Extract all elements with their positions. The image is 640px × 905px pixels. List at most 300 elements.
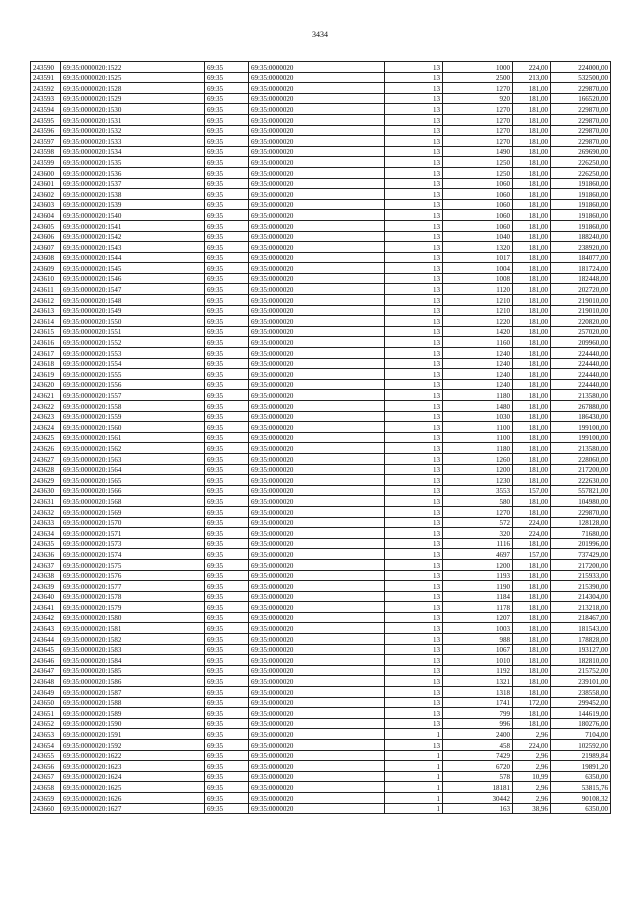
quarter-number-cell: 69:35:0000020 <box>249 729 385 740</box>
cadastral-number-cell: 69:35:0000020:1584 <box>61 655 205 666</box>
area-cell: 1184 <box>443 591 513 602</box>
specific-value-cell: 38,96 <box>513 803 551 814</box>
category-code-cell: 13 <box>385 697 443 708</box>
cadastral-number-cell: 69:35:0000020:1586 <box>61 676 205 687</box>
district-code-cell: 69:35 <box>205 612 249 623</box>
specific-value-cell: 181,00 <box>513 273 551 284</box>
table-row <box>31 379 611 390</box>
category-code-cell: 13 <box>385 634 443 645</box>
district-code-cell: 69:35 <box>205 316 249 327</box>
specific-value-cell: 181,00 <box>513 379 551 390</box>
cadastral-number-cell: 69:35:0000020:1541 <box>61 220 205 231</box>
district-code-cell: 69:35 <box>205 114 249 125</box>
district-code-cell: 69:35 <box>205 189 249 200</box>
area-cell: 1270 <box>443 136 513 147</box>
table-row <box>31 242 611 253</box>
specific-value-cell: 181,00 <box>513 104 551 115</box>
row-number-cell: 243631 <box>31 496 61 507</box>
category-code-cell: 13 <box>385 422 443 433</box>
specific-value-cell: 181,00 <box>513 443 551 454</box>
district-code-cell: 69:35 <box>205 401 249 412</box>
area-cell: 1180 <box>443 390 513 401</box>
area-cell: 1270 <box>443 83 513 94</box>
category-code-cell: 1 <box>385 771 443 782</box>
quarter-number-cell: 69:35:0000020 <box>249 549 385 560</box>
category-code-cell: 13 <box>385 178 443 189</box>
row-number-cell: 243655 <box>31 750 61 761</box>
cadastral-number-cell: 69:35:0000020:1537 <box>61 178 205 189</box>
cadastral-value-cell: 224000,00 <box>551 62 611 73</box>
specific-value-cell: 181,00 <box>513 316 551 327</box>
quarter-number-cell: 69:35:0000020 <box>249 295 385 306</box>
district-code-cell: 69:35 <box>205 676 249 687</box>
specific-value-cell: 181,00 <box>513 718 551 729</box>
area-cell: 1040 <box>443 231 513 242</box>
row-number-cell: 243634 <box>31 528 61 539</box>
table-row <box>31 358 611 369</box>
row-number-cell: 243619 <box>31 369 61 380</box>
specific-value-cell: 181,00 <box>513 263 551 274</box>
quarter-number-cell: 69:35:0000020 <box>249 316 385 327</box>
cadastral-number-cell: 69:35:0000020:1582 <box>61 634 205 645</box>
area-cell: 1250 <box>443 157 513 168</box>
quarter-number-cell: 69:35:0000020 <box>249 475 385 486</box>
cadastral-number-cell: 69:35:0000020:1562 <box>61 443 205 454</box>
quarter-number-cell: 69:35:0000020 <box>249 284 385 295</box>
cadastral-value-cell: 180276,00 <box>551 718 611 729</box>
specific-value-cell: 224,00 <box>513 517 551 528</box>
district-code-cell: 69:35 <box>205 771 249 782</box>
category-code-cell: 13 <box>385 199 443 210</box>
cadastral-number-cell: 69:35:0000020:1540 <box>61 210 205 221</box>
category-code-cell: 13 <box>385 62 443 73</box>
table-row <box>31 453 611 464</box>
table-row <box>31 443 611 454</box>
cadastral-value-cell: 191860,00 <box>551 220 611 231</box>
category-code-cell: 13 <box>385 708 443 719</box>
district-code-cell: 69:35 <box>205 761 249 772</box>
cadastral-number-cell: 69:35:0000020:1590 <box>61 718 205 729</box>
category-code-cell: 1 <box>385 750 443 761</box>
cadastral-value-cell: 213218,00 <box>551 602 611 613</box>
district-code-cell: 69:35 <box>205 602 249 613</box>
cadastral-value-cell: 217200,00 <box>551 464 611 475</box>
row-number-cell: 243630 <box>31 485 61 496</box>
quarter-number-cell: 69:35:0000020 <box>249 517 385 528</box>
row-number-cell: 243592 <box>31 83 61 94</box>
cadastral-value-cell: 229870,00 <box>551 104 611 115</box>
area-cell: 1230 <box>443 475 513 486</box>
area-cell: 1003 <box>443 623 513 634</box>
specific-value-cell: 181,00 <box>513 220 551 231</box>
specific-value-cell: 181,00 <box>513 623 551 634</box>
category-code-cell: 13 <box>385 718 443 729</box>
category-code-cell: 13 <box>385 326 443 337</box>
quarter-number-cell: 69:35:0000020 <box>249 538 385 549</box>
specific-value-cell: 181,00 <box>513 348 551 359</box>
table-row <box>31 475 611 486</box>
category-code-cell: 13 <box>385 125 443 136</box>
table-row <box>31 136 611 147</box>
table-row <box>31 740 611 751</box>
table-row <box>31 72 611 83</box>
cadastral-number-cell: 69:35:0000020:1565 <box>61 475 205 486</box>
district-code-cell: 69:35 <box>205 665 249 676</box>
area-cell: 163 <box>443 803 513 814</box>
cadastral-number-cell: 69:35:0000020:1559 <box>61 411 205 422</box>
district-code-cell: 69:35 <box>205 729 249 740</box>
row-number-cell: 243642 <box>31 612 61 623</box>
area-cell: 1260 <box>443 453 513 464</box>
area-cell: 1100 <box>443 432 513 443</box>
table-row <box>31 528 611 539</box>
specific-value-cell: 181,00 <box>513 295 551 306</box>
district-code-cell: 69:35 <box>205 740 249 751</box>
row-number-cell: 243620 <box>31 379 61 390</box>
table-row <box>31 167 611 178</box>
specific-value-cell: 181,00 <box>513 676 551 687</box>
specific-value-cell: 181,00 <box>513 591 551 602</box>
specific-value-cell: 2,96 <box>513 761 551 772</box>
row-number-cell: 243633 <box>31 517 61 528</box>
area-cell: 1480 <box>443 401 513 412</box>
category-code-cell: 13 <box>385 348 443 359</box>
cadastral-value-cell: 90108,32 <box>551 792 611 803</box>
cadastral-value-cell: 222630,00 <box>551 475 611 486</box>
district-code-cell: 69:35 <box>205 358 249 369</box>
category-code-cell: 13 <box>385 464 443 475</box>
specific-value-cell: 181,00 <box>513 644 551 655</box>
area-cell: 1250 <box>443 167 513 178</box>
district-code-cell: 69:35 <box>205 379 249 390</box>
cadastral-number-cell: 69:35:0000020:1591 <box>61 729 205 740</box>
row-number-cell: 243637 <box>31 559 61 570</box>
district-code-cell: 69:35 <box>205 634 249 645</box>
table-row <box>31 422 611 433</box>
category-code-cell: 1 <box>385 761 443 772</box>
cadastral-number-cell: 69:35:0000020:1554 <box>61 358 205 369</box>
area-cell: 30442 <box>443 792 513 803</box>
category-code-cell: 13 <box>385 252 443 263</box>
specific-value-cell: 181,00 <box>513 708 551 719</box>
specific-value-cell: 181,00 <box>513 83 551 94</box>
cadastral-value-cell: 104980,00 <box>551 496 611 507</box>
quarter-number-cell: 69:35:0000020 <box>249 401 385 412</box>
category-code-cell: 1 <box>385 792 443 803</box>
specific-value-cell: 181,00 <box>513 570 551 581</box>
district-code-cell: 69:35 <box>205 581 249 592</box>
quarter-number-cell: 69:35:0000020 <box>249 485 385 496</box>
row-number-cell: 243607 <box>31 242 61 253</box>
quarter-number-cell: 69:35:0000020 <box>249 623 385 634</box>
quarter-number-cell: 69:35:0000020 <box>249 337 385 348</box>
cadastral-value-cell: 213580,00 <box>551 390 611 401</box>
quarter-number-cell: 69:35:0000020 <box>249 570 385 581</box>
district-code-cell: 69:35 <box>205 199 249 210</box>
area-cell: 1067 <box>443 644 513 655</box>
district-code-cell: 69:35 <box>205 295 249 306</box>
table-row <box>31 570 611 581</box>
row-number-cell: 243638 <box>31 570 61 581</box>
cadastral-number-cell: 69:35:0000020:1587 <box>61 687 205 698</box>
row-number-cell: 243650 <box>31 697 61 708</box>
specific-value-cell: 181,00 <box>513 538 551 549</box>
cadastral-number-cell: 69:35:0000020:1546 <box>61 273 205 284</box>
cadastral-number-cell: 69:35:0000020:1560 <box>61 422 205 433</box>
cadastral-value-cell: 224440,00 <box>551 369 611 380</box>
district-code-cell: 69:35 <box>205 708 249 719</box>
category-code-cell: 13 <box>385 432 443 443</box>
cadastral-value-cell: 238558,00 <box>551 687 611 698</box>
row-number-cell: 243623 <box>31 411 61 422</box>
category-code-cell: 13 <box>385 411 443 422</box>
specific-value-cell: 213,00 <box>513 72 551 83</box>
quarter-number-cell: 69:35:0000020 <box>249 178 385 189</box>
category-code-cell: 13 <box>385 655 443 666</box>
cadastral-value-cell: 71680,00 <box>551 528 611 539</box>
specific-value-cell: 181,00 <box>513 189 551 200</box>
row-number-cell: 243643 <box>31 623 61 634</box>
district-code-cell: 69:35 <box>205 422 249 433</box>
cadastral-number-cell: 69:35:0000020:1557 <box>61 390 205 401</box>
row-number-cell: 243635 <box>31 538 61 549</box>
district-code-cell: 69:35 <box>205 559 249 570</box>
category-code-cell: 13 <box>385 167 443 178</box>
specific-value-cell: 181,00 <box>513 242 551 253</box>
district-code-cell: 69:35 <box>205 570 249 581</box>
table-row <box>31 676 611 687</box>
row-number-cell: 243622 <box>31 401 61 412</box>
specific-value-cell: 181,00 <box>513 305 551 316</box>
table-row <box>31 612 611 623</box>
row-number-cell: 243645 <box>31 644 61 655</box>
cadastral-value-cell: 193127,00 <box>551 644 611 655</box>
quarter-number-cell: 69:35:0000020 <box>249 358 385 369</box>
row-number-cell: 243597 <box>31 136 61 147</box>
district-code-cell: 69:35 <box>205 496 249 507</box>
cadastral-value-cell: 218467,00 <box>551 612 611 623</box>
quarter-number-cell: 69:35:0000020 <box>249 612 385 623</box>
cadastral-number-cell: 69:35:0000020:1549 <box>61 305 205 316</box>
quarter-number-cell: 69:35:0000020 <box>249 559 385 570</box>
cadastral-number-cell: 69:35:0000020:1530 <box>61 104 205 115</box>
district-code-cell: 69:35 <box>205 538 249 549</box>
table-row <box>31 771 611 782</box>
category-code-cell: 13 <box>385 189 443 200</box>
specific-value-cell: 181,00 <box>513 581 551 592</box>
category-code-cell: 13 <box>385 146 443 157</box>
quarter-number-cell: 69:35:0000020 <box>249 792 385 803</box>
table-row <box>31 369 611 380</box>
specific-value-cell: 181,00 <box>513 231 551 242</box>
specific-value-cell: 181,00 <box>513 475 551 486</box>
cadastral-value-cell: 188240,00 <box>551 231 611 242</box>
row-number-cell: 243627 <box>31 453 61 464</box>
category-code-cell: 13 <box>385 506 443 517</box>
area-cell: 1240 <box>443 379 513 390</box>
cadastral-number-cell: 69:35:0000020:1535 <box>61 157 205 168</box>
area-cell: 578 <box>443 771 513 782</box>
district-code-cell: 69:35 <box>205 549 249 560</box>
district-code-cell: 69:35 <box>205 146 249 157</box>
category-code-cell: 13 <box>385 136 443 147</box>
area-cell: 320 <box>443 528 513 539</box>
cadastral-number-cell: 69:35:0000020:1566 <box>61 485 205 496</box>
quarter-number-cell: 69:35:0000020 <box>249 305 385 316</box>
cadastral-value-cell: 181543,00 <box>551 623 611 634</box>
table-row <box>31 729 611 740</box>
quarter-number-cell: 69:35:0000020 <box>249 782 385 793</box>
quarter-number-cell: 69:35:0000020 <box>249 443 385 454</box>
area-cell: 1100 <box>443 422 513 433</box>
cadastral-value-cell: 267880,00 <box>551 401 611 412</box>
area-cell: 996 <box>443 718 513 729</box>
table-row <box>31 252 611 263</box>
quarter-number-cell: 69:35:0000020 <box>249 708 385 719</box>
table-row <box>31 316 611 327</box>
table-row <box>31 803 611 814</box>
category-code-cell: 13 <box>385 517 443 528</box>
row-number-cell: 243629 <box>31 475 61 486</box>
cadastral-number-cell: 69:35:0000020:1561 <box>61 432 205 443</box>
cadastral-number-cell: 69:35:0000020:1626 <box>61 792 205 803</box>
row-number-cell: 243611 <box>31 284 61 295</box>
cadastral-number-cell: 69:35:0000020:1555 <box>61 369 205 380</box>
area-cell: 1180 <box>443 443 513 454</box>
area-cell: 572 <box>443 517 513 528</box>
area-cell: 1060 <box>443 189 513 200</box>
district-code-cell: 69:35 <box>205 337 249 348</box>
specific-value-cell: 224,00 <box>513 740 551 751</box>
area-cell: 2400 <box>443 729 513 740</box>
row-number-cell: 243654 <box>31 740 61 751</box>
area-cell: 18181 <box>443 782 513 793</box>
table-row <box>31 411 611 422</box>
district-code-cell: 69:35 <box>205 506 249 517</box>
row-number-cell: 243594 <box>31 104 61 115</box>
district-code-cell: 69:35 <box>205 390 249 401</box>
cadastral-value-cell: 299452,00 <box>551 697 611 708</box>
area-cell: 1000 <box>443 62 513 73</box>
specific-value-cell: 181,00 <box>513 157 551 168</box>
district-code-cell: 69:35 <box>205 485 249 496</box>
quarter-number-cell: 69:35:0000020 <box>249 644 385 655</box>
area-cell: 799 <box>443 708 513 719</box>
quarter-number-cell: 69:35:0000020 <box>249 581 385 592</box>
district-code-cell: 69:35 <box>205 72 249 83</box>
row-number-cell: 243609 <box>31 263 61 274</box>
cadastral-value-cell: 128128,00 <box>551 517 611 528</box>
area-cell: 1030 <box>443 411 513 422</box>
category-code-cell: 13 <box>385 687 443 698</box>
row-number-cell: 243649 <box>31 687 61 698</box>
cadastral-number-cell: 69:35:0000020:1533 <box>61 136 205 147</box>
cadastral-number-cell: 69:35:0000020:1564 <box>61 464 205 475</box>
area-cell: 1490 <box>443 146 513 157</box>
table-row <box>31 93 611 104</box>
quarter-number-cell: 69:35:0000020 <box>249 273 385 284</box>
quarter-number-cell: 69:35:0000020 <box>249 528 385 539</box>
cadastral-number-cell: 69:35:0000020:1568 <box>61 496 205 507</box>
table-row <box>31 485 611 496</box>
quarter-number-cell: 69:35:0000020 <box>249 157 385 168</box>
cadastral-value-cell: 199100,00 <box>551 432 611 443</box>
quarter-number-cell: 69:35:0000020 <box>249 740 385 751</box>
row-number-cell: 243647 <box>31 665 61 676</box>
table-row <box>31 273 611 284</box>
cadastral-value-cell: 219010,00 <box>551 295 611 306</box>
row-number-cell: 243624 <box>31 422 61 433</box>
cadastral-value-cell: 532500,00 <box>551 72 611 83</box>
cadastral-number-cell: 69:35:0000020:1545 <box>61 263 205 274</box>
cadastral-number-cell: 69:35:0000020:1576 <box>61 570 205 581</box>
table-row <box>31 231 611 242</box>
category-code-cell: 13 <box>385 210 443 221</box>
specific-value-cell: 157,00 <box>513 549 551 560</box>
specific-value-cell: 2,96 <box>513 729 551 740</box>
cadastral-number-cell: 69:35:0000020:1528 <box>61 83 205 94</box>
row-number-cell: 243641 <box>31 602 61 613</box>
row-number-cell: 243608 <box>31 252 61 263</box>
quarter-number-cell: 69:35:0000020 <box>249 136 385 147</box>
cadastral-value-cell: 202720,00 <box>551 284 611 295</box>
area-cell: 6720 <box>443 761 513 772</box>
quarter-number-cell: 69:35:0000020 <box>249 146 385 157</box>
table-row <box>31 782 611 793</box>
quarter-number-cell: 69:35:0000020 <box>249 62 385 73</box>
table-row <box>31 348 611 359</box>
cadastral-number-cell: 69:35:0000020:1592 <box>61 740 205 751</box>
district-code-cell: 69:35 <box>205 782 249 793</box>
area-cell: 4697 <box>443 549 513 560</box>
cadastral-value-cell: 182448,00 <box>551 273 611 284</box>
cadastral-number-cell: 69:35:0000020:1577 <box>61 581 205 592</box>
area-cell: 3553 <box>443 485 513 496</box>
category-code-cell: 13 <box>385 379 443 390</box>
table-row <box>31 496 611 507</box>
district-code-cell: 69:35 <box>205 687 249 698</box>
specific-value-cell: 10,99 <box>513 771 551 782</box>
area-cell: 1240 <box>443 358 513 369</box>
district-code-cell: 69:35 <box>205 655 249 666</box>
table-row <box>31 506 611 517</box>
row-number-cell: 243604 <box>31 210 61 221</box>
cadastral-value-cell: 220820,00 <box>551 316 611 327</box>
area-cell: 1200 <box>443 559 513 570</box>
category-code-cell: 13 <box>385 528 443 539</box>
cadastral-value-cell: 229870,00 <box>551 125 611 136</box>
quarter-number-cell: 69:35:0000020 <box>249 687 385 698</box>
category-code-cell: 13 <box>385 591 443 602</box>
area-cell: 1321 <box>443 676 513 687</box>
quarter-number-cell: 69:35:0000020 <box>249 390 385 401</box>
area-cell: 1270 <box>443 506 513 517</box>
category-code-cell: 1 <box>385 729 443 740</box>
specific-value-cell: 181,00 <box>513 422 551 433</box>
specific-value-cell: 181,00 <box>513 665 551 676</box>
cadastral-value-cell: 229870,00 <box>551 136 611 147</box>
cadastral-value-cell: 226250,00 <box>551 157 611 168</box>
row-number-cell: 243632 <box>31 506 61 517</box>
area-cell: 1160 <box>443 337 513 348</box>
cadastral-number-cell: 69:35:0000020:1547 <box>61 284 205 295</box>
cadastral-value-table <box>30 61 611 814</box>
district-code-cell: 69:35 <box>205 273 249 284</box>
row-number-cell: 243639 <box>31 581 61 592</box>
cadastral-value-cell: 219010,00 <box>551 305 611 316</box>
cadastral-value-cell: 7104,00 <box>551 729 611 740</box>
table-row <box>31 114 611 125</box>
